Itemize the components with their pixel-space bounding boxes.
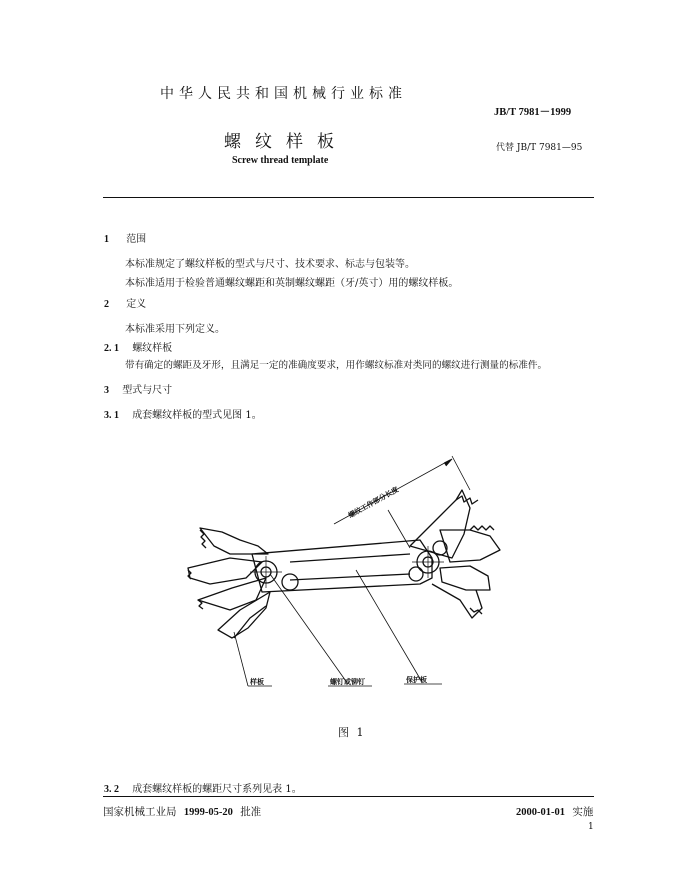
effective-line bbox=[516, 804, 593, 819]
dimension-label: 螺纹工作部分长度 bbox=[347, 485, 400, 520]
approve-date: 1999-05-20 bbox=[183, 807, 233, 818]
section-number: 2. 1 bbox=[104, 343, 119, 354]
effective-word: 实施 bbox=[572, 806, 594, 818]
leader-guard bbox=[356, 570, 422, 682]
section-title: 范围 bbox=[126, 234, 147, 245]
footer-divider bbox=[103, 796, 594, 797]
section-title: 成套螺纹样板的型式见图 1。 bbox=[132, 410, 262, 421]
left-blade-teeth bbox=[200, 530, 206, 548]
left-blade-4 bbox=[218, 592, 270, 638]
org-title: 中华人民共和国机械行业标准 bbox=[160, 86, 407, 102]
document-title-english: Screw thread template bbox=[232, 155, 329, 166]
figure-caption: 图 1 bbox=[338, 726, 366, 739]
section-2-heading bbox=[104, 295, 146, 310]
replaces-note: 代替 JB/T 7981—95 bbox=[496, 143, 583, 153]
template-drawing bbox=[170, 450, 610, 710]
label-template: 样板 bbox=[250, 678, 264, 686]
figure-screw-thread-template bbox=[170, 450, 610, 710]
section-number: 2 bbox=[104, 299, 109, 310]
paragraph: 本标准采用下列定义。 bbox=[125, 324, 225, 335]
section-3-heading bbox=[104, 381, 172, 396]
header-divider bbox=[103, 197, 594, 198]
left-blade-1 bbox=[200, 528, 268, 554]
paragraph: 带有确定的螺距及牙形，且满足一定的准确度要求，用作螺纹标准对类同的螺纹进行测量的标准件。 bbox=[125, 360, 548, 371]
label-screw-or-rivet: 螺钉或铆钉 bbox=[330, 678, 365, 686]
section-title: 型式与尺寸 bbox=[122, 385, 173, 396]
document-title: 螺纹样板 bbox=[224, 132, 348, 152]
right-blade-3 bbox=[440, 566, 490, 590]
section-number: 3. 1 bbox=[104, 410, 119, 421]
approval-line bbox=[103, 804, 261, 819]
page-number: 1 bbox=[588, 822, 594, 832]
right-blade-2 bbox=[440, 530, 500, 562]
right-blade-1 bbox=[410, 490, 470, 558]
standard-number: JB/T 7981－1999 bbox=[494, 107, 572, 118]
guard-plate bbox=[252, 540, 432, 592]
issuer: 国家机械工业局 bbox=[103, 806, 177, 818]
section-2-1-heading bbox=[104, 339, 172, 354]
effective-date: 2000-01-01 bbox=[516, 807, 565, 818]
label-guard-plate: 保护板 bbox=[406, 676, 427, 684]
section-title: 螺纹样板 bbox=[132, 343, 173, 354]
section-title: 成套螺纹样板的螺距尺寸系列见表 1。 bbox=[132, 784, 302, 795]
section-number: 1 bbox=[104, 234, 109, 245]
section-number: 3. 2 bbox=[104, 784, 119, 795]
dimension-extension bbox=[452, 456, 470, 490]
section-title: 定义 bbox=[126, 299, 147, 310]
section-3-1-heading bbox=[104, 406, 262, 421]
approve-word: 批准 bbox=[240, 806, 262, 818]
paragraph: 本标准适用于检验普通螺纹螺距和英制螺纹螺距（牙/英寸）用的螺纹样板。 bbox=[125, 278, 459, 289]
leader-template bbox=[234, 632, 248, 686]
section-3-2-heading bbox=[104, 780, 302, 795]
paragraph: 本标准规定了螺纹样板的型式与尺寸、技术要求、标志与包装等。 bbox=[125, 259, 415, 270]
left-blade-2 bbox=[188, 558, 262, 584]
section-number: 3 bbox=[104, 385, 109, 396]
right-blade-4 bbox=[432, 584, 482, 618]
section-1-heading bbox=[104, 230, 146, 245]
leader-screw bbox=[270, 574, 348, 684]
